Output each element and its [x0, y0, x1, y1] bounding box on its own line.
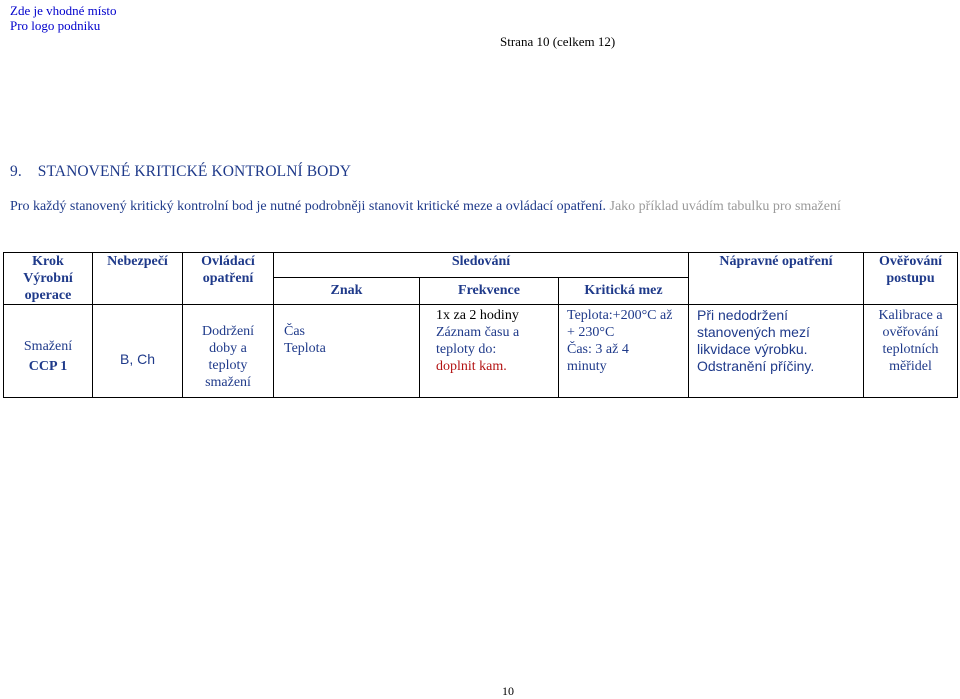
header-kriticka-mez: Kritická mez — [559, 277, 689, 304]
header-krok: Krok Výrobní operace — [4, 253, 93, 305]
cell-napravne-opatreni: Při nedodržení stanovených mezí likvidace výrobku. Odstranění příčiny. — [689, 305, 864, 398]
header-nebezpeci: Nebezpečí — [93, 253, 183, 305]
section-title: STANOVENÉ KRITICKÉ KONTROLNÍ BODY — [37, 163, 352, 180]
intro-example-text: Jako příklad uvádím tabulku pro smažení — [606, 199, 841, 214]
page-number: 10 — [502, 684, 514, 698]
intro-text: Pro každý stanovený kritický kontrolní bod je nutné podrobněji stanovit kritické meze a ovládací opatření. — [10, 199, 607, 214]
section-number: 9. — [10, 163, 22, 180]
table-header-row — [4, 253, 958, 278]
intro-paragraph — [10, 199, 841, 215]
header-frekvence: Frekvence — [420, 277, 559, 304]
cell-znak: Čas Teplota — [274, 305, 420, 398]
cell-ovladaci-opatreni: Dodržení doby a teploty smažení — [183, 305, 274, 398]
cell-overovani: Kalibrace a ověřování teplotních měřidel — [864, 305, 958, 398]
cell-kriticka-mez: Teplota:+200°C až + 230°C Čas: 3 až 4 minuty — [559, 305, 689, 398]
page-info: Strana 10 (celkem 12) — [500, 34, 616, 49]
table-row — [4, 305, 958, 398]
logo-placeholder-line2: Pro logo podniku — [10, 18, 101, 33]
header-ovladaci-opatreni: Ovládací opatření — [183, 253, 274, 305]
section-heading — [10, 163, 351, 181]
header-znak: Znak — [274, 277, 420, 304]
cell-krok: Smažení CCP 1 — [4, 305, 93, 398]
cell-frekvence: 1x za 2 hodiny Záznam času a teploty do: doplnit kam. — [420, 305, 559, 398]
ccp-table — [3, 252, 958, 398]
header-overovani-postupu: Ověřování postupu — [864, 253, 958, 305]
cell-nebezpeci: B, Ch — [93, 305, 183, 398]
header-sledovani: Sledování — [274, 253, 689, 278]
logo-placeholder-line1: Zde je vhodné místo — [10, 3, 117, 18]
header-napravne-opatreni: Nápravné opatření — [689, 253, 864, 305]
